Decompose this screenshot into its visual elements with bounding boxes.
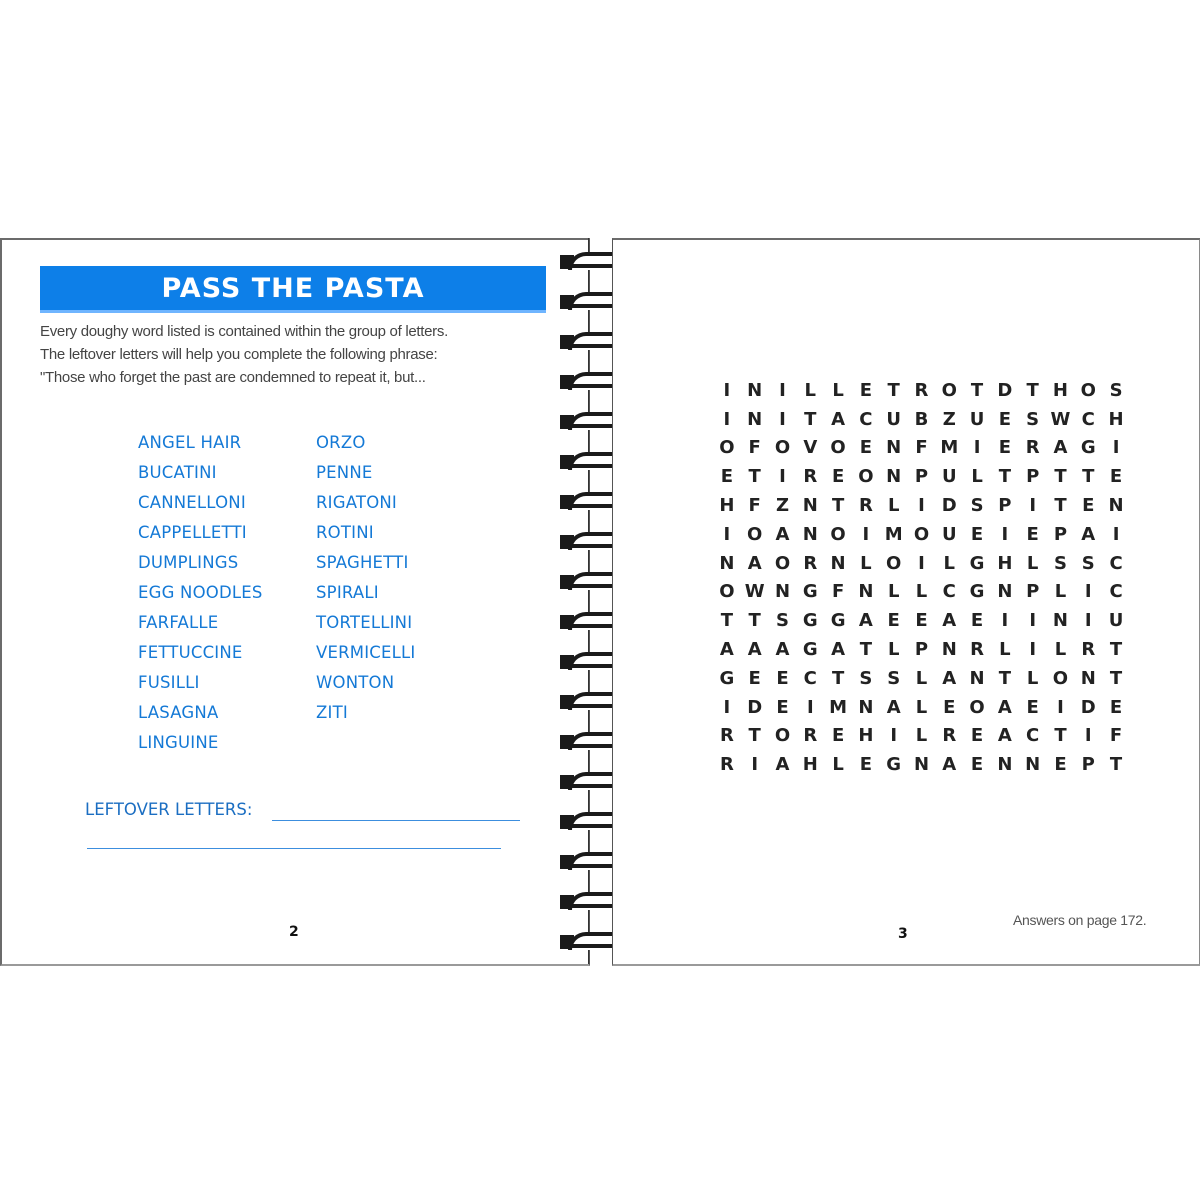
grid-letter[interactable]: I: [1057, 696, 1064, 718]
grid-letter[interactable]: L: [887, 581, 900, 603]
grid-letter[interactable]: T: [1054, 466, 1067, 488]
grid-letter[interactable]: H: [997, 552, 1013, 574]
grid-letter[interactable]: O: [1052, 667, 1069, 689]
grid-row: [713, 520, 1130, 549]
instruction-line: The leftover letters will help you complete the following phrase:: [40, 346, 438, 363]
grid-letter[interactable]: P: [1081, 754, 1095, 776]
grid-letter[interactable]: E: [720, 466, 734, 488]
grid-letter[interactable]: F: [915, 437, 928, 459]
grid-letter[interactable]: P: [1053, 523, 1068, 545]
grid-letter[interactable]: I: [1029, 639, 1037, 661]
grid-letter[interactable]: C: [859, 408, 873, 430]
pasta-word: FARFALLE: [138, 613, 219, 632]
grid-letter[interactable]: E: [859, 437, 873, 459]
instructions: [40, 320, 540, 389]
grid-letter[interactable]: L: [915, 667, 928, 689]
grid-letter[interactable]: G: [830, 610, 846, 632]
grid-letter[interactable]: I: [1112, 523, 1120, 545]
pasta-word: SPAGHETTI: [316, 553, 409, 572]
grid-letter[interactable]: R: [1025, 437, 1040, 459]
leftover-letters-label: LEFTOVER LETTERS:: [85, 800, 253, 819]
grid-letter[interactable]: O: [774, 437, 791, 459]
grid-letter[interactable]: R: [914, 379, 929, 401]
grid-letter[interactable]: N: [997, 754, 1013, 776]
grid-letter[interactable]: A: [1081, 523, 1096, 545]
pasta-word: FETTUCCINE: [138, 643, 243, 662]
pasta-word: CAPPELLETTI: [138, 523, 247, 542]
pasta-word: LASAGNA: [138, 703, 219, 722]
grid-row: [713, 462, 1130, 491]
grid-letter[interactable]: O: [1080, 379, 1096, 401]
grid-letter[interactable]: L: [887, 495, 900, 517]
grid-letter[interactable]: N: [830, 552, 846, 574]
grid-letter[interactable]: H: [858, 725, 874, 747]
grid-letter[interactable]: I: [779, 466, 786, 488]
grid-letter[interactable]: T: [831, 495, 845, 517]
grid-letter[interactable]: A: [997, 696, 1012, 718]
page-number-right: 3: [898, 926, 908, 942]
grid-letter[interactable]: L: [1026, 667, 1039, 689]
grid-letter[interactable]: D: [941, 495, 957, 517]
grid-letter[interactable]: N: [747, 379, 763, 401]
grid-row: [713, 750, 1130, 779]
grid-letter[interactable]: A: [942, 667, 957, 689]
grid-letter[interactable]: O: [719, 437, 735, 459]
grid-letter[interactable]: N: [802, 523, 818, 545]
grid-letter[interactable]: R: [858, 495, 873, 517]
grid-letter[interactable]: A: [831, 639, 846, 661]
grid-letter[interactable]: E: [748, 667, 761, 689]
grid-letter[interactable]: F: [748, 437, 761, 459]
pasta-word: SPIRALI: [316, 583, 379, 602]
grid-letter[interactable]: N: [969, 667, 985, 689]
grid-row: [713, 606, 1130, 635]
grid-letter[interactable]: H: [1052, 379, 1068, 401]
grid-letter[interactable]: N: [774, 581, 791, 603]
grid-letter[interactable]: O: [913, 523, 930, 545]
word-column-1: [138, 428, 316, 758]
grid-letter[interactable]: E: [887, 610, 900, 632]
grid-letter[interactable]: O: [830, 437, 846, 459]
grid-letter[interactable]: G: [802, 610, 818, 632]
grid-letter[interactable]: E: [776, 667, 789, 689]
grid-letter[interactable]: E: [1026, 523, 1039, 545]
grid-letter[interactable]: A: [747, 552, 762, 574]
grid-letter[interactable]: G: [1080, 437, 1096, 459]
grid-letter[interactable]: P: [914, 466, 929, 488]
grid-letter[interactable]: T: [831, 667, 845, 689]
grid-letter[interactable]: S: [859, 667, 873, 689]
grid-letter[interactable]: T: [1109, 754, 1123, 776]
grid-letter[interactable]: D: [747, 696, 763, 718]
title-banner: [40, 266, 546, 313]
grid-letter[interactable]: T: [804, 408, 817, 430]
grid-letter[interactable]: A: [747, 639, 762, 661]
grid-row: [713, 693, 1130, 722]
grid-letter[interactable]: V: [803, 437, 818, 459]
grid-letter[interactable]: A: [997, 725, 1012, 747]
grid-letter[interactable]: A: [775, 639, 790, 661]
grid-letter[interactable]: U: [941, 523, 957, 545]
grid-letter[interactable]: A: [775, 523, 790, 545]
grid-letter[interactable]: G: [886, 754, 902, 776]
grid-letter[interactable]: E: [1054, 754, 1067, 776]
grid-letter[interactable]: E: [915, 610, 928, 632]
grid-letter[interactable]: E: [943, 696, 956, 718]
grid-row: [713, 722, 1130, 751]
grid-letter[interactable]: N: [997, 581, 1013, 603]
grid-letter[interactable]: U: [941, 466, 957, 488]
grid-letter[interactable]: I: [751, 754, 759, 776]
answer-line-2[interactable]: [87, 848, 501, 849]
grid-letter[interactable]: L: [887, 639, 900, 661]
grid-letter[interactable]: P: [1026, 466, 1040, 488]
grid-letter[interactable]: A: [719, 639, 734, 661]
grid-letter[interactable]: U: [969, 408, 985, 430]
pasta-word: ROTINI: [316, 523, 374, 542]
grid-letter[interactable]: A: [1053, 437, 1068, 459]
grid-row: [713, 635, 1130, 664]
grid-letter[interactable]: H: [719, 495, 735, 517]
grid-letter[interactable]: R: [942, 725, 957, 747]
grid-letter[interactable]: S: [776, 610, 789, 632]
pasta-word: PENNE: [316, 463, 373, 482]
pasta-word: TORTELLINI: [316, 613, 413, 632]
grid-letter[interactable]: L: [999, 639, 1011, 661]
grid-letter[interactable]: A: [942, 610, 957, 632]
grid-letter[interactable]: G: [802, 581, 818, 603]
grid-row: [713, 549, 1130, 578]
grid-letter[interactable]: H: [802, 754, 818, 776]
answer-line-1[interactable]: [272, 820, 520, 821]
grid-letter[interactable]: I: [1084, 610, 1092, 632]
grid-letter[interactable]: M: [829, 696, 848, 718]
grid-letter[interactable]: L: [915, 581, 928, 603]
left-page: [0, 238, 590, 966]
grid-letter[interactable]: Z: [775, 495, 790, 517]
grid-letter[interactable]: C: [942, 581, 956, 603]
answers-note: Answers on page 172.: [1013, 912, 1147, 928]
grid-letter[interactable]: U: [1108, 610, 1124, 632]
grid-letter[interactable]: O: [858, 466, 874, 488]
grid-letter[interactable]: O: [747, 523, 763, 545]
grid-letter[interactable]: R: [803, 725, 818, 747]
grid-letter[interactable]: T: [998, 466, 1011, 488]
grid-letter[interactable]: R: [719, 754, 734, 776]
pasta-word: WONTON: [316, 673, 395, 692]
grid-letter[interactable]: O: [969, 696, 985, 718]
grid-letter[interactable]: T: [748, 725, 761, 747]
grid-letter[interactable]: E: [998, 408, 1012, 430]
grid-letter[interactable]: O: [719, 581, 735, 603]
grid-letter[interactable]: L: [943, 552, 956, 574]
grid-letter[interactable]: T: [1054, 725, 1067, 747]
grid-letter[interactable]: E: [831, 725, 845, 747]
grid-letter[interactable]: G: [719, 667, 735, 689]
grid-letter[interactable]: I: [918, 495, 925, 517]
grid-letter[interactable]: N: [1052, 610, 1068, 632]
grid-letter[interactable]: T: [1054, 495, 1067, 517]
grid-letter[interactable]: E: [1109, 696, 1123, 718]
grid-letter[interactable]: N: [747, 408, 763, 430]
grid-letter[interactable]: I: [723, 523, 731, 545]
grid-letter[interactable]: C: [803, 667, 817, 689]
grid-letter[interactable]: I: [723, 379, 731, 401]
grid-letter[interactable]: P: [1026, 581, 1040, 603]
grid-letter[interactable]: R: [803, 552, 818, 574]
grid-letter[interactable]: I: [806, 696, 814, 718]
grid-letter[interactable]: W: [744, 581, 765, 603]
grid-letter[interactable]: I: [1001, 523, 1009, 545]
grid-letter[interactable]: C: [1109, 581, 1123, 603]
pasta-word: FUSILLI: [138, 673, 200, 692]
grid-letter[interactable]: G: [969, 552, 985, 574]
grid-letter[interactable]: N: [941, 639, 957, 661]
grid-letter[interactable]: S: [887, 667, 901, 689]
grid-letter[interactable]: I: [1084, 581, 1092, 603]
word-column-2: [316, 428, 494, 758]
grid-letter[interactable]: F: [1109, 725, 1123, 747]
grid-row: [713, 664, 1130, 693]
grid-letter[interactable]: D: [997, 379, 1013, 401]
grid-letter[interactable]: N: [802, 495, 818, 517]
grid-letter[interactable]: N: [858, 696, 874, 718]
grid-letter[interactable]: U: [886, 408, 901, 430]
grid-letter[interactable]: E: [859, 379, 873, 401]
grid-row: [713, 578, 1130, 607]
grid-letter[interactable]: I: [723, 696, 731, 718]
grid-letter[interactable]: I: [890, 725, 898, 747]
grid-letter[interactable]: G: [802, 639, 818, 661]
pasta-word: BUCATINI: [138, 463, 217, 482]
grid-letter[interactable]: N: [1080, 667, 1096, 689]
grid-letter[interactable]: Z: [942, 408, 956, 430]
grid-letter[interactable]: E: [998, 437, 1012, 459]
grid-letter[interactable]: F: [831, 581, 845, 603]
grid-letter[interactable]: E: [776, 696, 789, 718]
grid-letter[interactable]: B: [914, 408, 929, 430]
grid-letter[interactable]: N: [1108, 495, 1124, 517]
grid-letter[interactable]: E: [1082, 495, 1095, 517]
grid-letter[interactable]: A: [942, 754, 957, 776]
grid-letter[interactable]: T: [748, 466, 761, 488]
grid-letter[interactable]: T: [1109, 667, 1123, 689]
grid-letter[interactable]: T: [970, 379, 984, 401]
grid-letter[interactable]: E: [1026, 696, 1039, 718]
grid-letter[interactable]: O: [830, 523, 846, 545]
grid-letter[interactable]: O: [774, 725, 791, 747]
grid-letter[interactable]: P: [914, 639, 929, 661]
pasta-word: VERMICELLI: [316, 643, 416, 662]
grid-letter[interactable]: T: [887, 379, 900, 401]
instruction-line: Every doughy word listed is contained within the group of letters.: [40, 323, 448, 340]
grid-letter[interactable]: A: [858, 610, 873, 632]
grid-letter[interactable]: T: [720, 610, 734, 632]
grid-letter[interactable]: E: [970, 725, 984, 747]
grid-letter[interactable]: I: [779, 379, 786, 401]
grid-letter[interactable]: I: [973, 437, 981, 459]
grid-letter[interactable]: M: [884, 523, 903, 545]
grid-letter[interactable]: W: [1050, 408, 1071, 430]
grid-letter[interactable]: T: [1109, 639, 1123, 661]
pasta-word: ORZO: [316, 433, 366, 452]
pasta-word: ZITI: [316, 703, 348, 722]
pasta-word: EGG NOODLES: [138, 583, 263, 602]
grid-letter[interactable]: A: [831, 408, 846, 430]
grid-letter[interactable]: G: [969, 581, 985, 603]
grid-letter[interactable]: I: [1084, 725, 1092, 747]
grid-letter[interactable]: N: [886, 466, 902, 488]
grid-letter[interactable]: T: [748, 610, 761, 632]
grid-letter[interactable]: O: [886, 552, 902, 574]
grid-letter[interactable]: N: [886, 437, 902, 459]
grid-letter[interactable]: R: [1081, 639, 1096, 661]
grid-letter[interactable]: T: [859, 639, 873, 661]
grid-letter[interactable]: L: [915, 696, 928, 718]
grid-letter[interactable]: E: [831, 466, 845, 488]
grid-letter[interactable]: E: [1109, 466, 1123, 488]
right-page: [612, 238, 1200, 966]
grid-letter[interactable]: O: [941, 379, 957, 401]
book-spread: [0, 238, 1200, 964]
pasta-word: CANNELLONI: [138, 493, 246, 512]
grid-letter[interactable]: L: [971, 466, 983, 488]
grid-letter[interactable]: N: [1025, 754, 1041, 776]
grid-letter[interactable]: T: [1026, 379, 1039, 401]
grid-letter[interactable]: T: [998, 667, 1011, 689]
grid-letter[interactable]: S: [1081, 552, 1095, 574]
grid-letter[interactable]: H: [1108, 408, 1124, 430]
grid-letter[interactable]: A: [886, 696, 901, 718]
grid-letter[interactable]: E: [970, 523, 984, 545]
instruction-line: "Those who forget the past are condemned to repeat it, but...: [40, 369, 426, 386]
grid-letter[interactable]: R: [970, 639, 984, 661]
puzzle-title: PASS THE PASTA: [161, 272, 425, 304]
grid-letter[interactable]: R: [803, 466, 818, 488]
page-number-left: 2: [289, 924, 299, 940]
grid-letter[interactable]: L: [915, 725, 928, 747]
grid-row: [713, 491, 1130, 520]
grid-letter[interactable]: O: [774, 552, 791, 574]
pasta-word: ANGEL HAIR: [138, 433, 242, 452]
grid-letter[interactable]: I: [918, 552, 925, 574]
grid-letter[interactable]: M: [940, 437, 959, 459]
grid-letter[interactable]: N: [858, 581, 874, 603]
pasta-word: RIGATONI: [316, 493, 397, 512]
grid-letter[interactable]: L: [1054, 639, 1067, 661]
grid-letter[interactable]: T: [1082, 466, 1095, 488]
grid-letter[interactable]: I: [1001, 610, 1009, 632]
grid-letter[interactable]: L: [832, 754, 844, 776]
grid-row: [713, 405, 1130, 434]
grid-letter[interactable]: N: [913, 754, 930, 776]
grid-letter[interactable]: P: [998, 495, 1012, 517]
pasta-word: DUMPLINGS: [138, 553, 239, 572]
grid-letter[interactable]: S: [1026, 408, 1040, 430]
grid-letter[interactable]: I: [1029, 610, 1037, 632]
grid-letter[interactable]: C: [1109, 552, 1123, 574]
grid-letter[interactable]: E: [859, 754, 873, 776]
grid-letter[interactable]: I: [779, 408, 786, 430]
grid-letter[interactable]: E: [970, 754, 984, 776]
grid-letter[interactable]: I: [723, 408, 731, 430]
grid-letter[interactable]: R: [719, 725, 734, 747]
grid-letter[interactable]: F: [748, 495, 761, 517]
grid-letter[interactable]: L: [804, 379, 817, 401]
word-search-grid[interactable]: [713, 376, 1130, 779]
grid-letter[interactable]: I: [1029, 495, 1037, 517]
grid-letter[interactable]: S: [1109, 379, 1123, 401]
grid-letter[interactable]: L: [1026, 552, 1039, 574]
word-list: [138, 428, 494, 758]
grid-letter[interactable]: C: [1026, 725, 1040, 747]
grid-letter[interactable]: S: [970, 495, 984, 517]
grid-letter[interactable]: S: [1053, 552, 1067, 574]
grid-letter[interactable]: D: [1080, 696, 1096, 718]
grid-row: [713, 434, 1130, 463]
grid-letter[interactable]: N: [719, 552, 735, 574]
grid-letter[interactable]: L: [860, 552, 872, 574]
grid-letter[interactable]: I: [1112, 437, 1120, 459]
grid-row: [713, 376, 1130, 405]
grid-letter[interactable]: I: [862, 523, 870, 545]
grid-letter[interactable]: E: [970, 610, 984, 632]
pasta-word: LINGUINE: [138, 733, 219, 752]
grid-letter[interactable]: C: [1081, 408, 1095, 430]
grid-letter[interactable]: L: [832, 379, 844, 401]
grid-letter[interactable]: L: [1054, 581, 1067, 603]
grid-letter[interactable]: A: [775, 754, 790, 776]
